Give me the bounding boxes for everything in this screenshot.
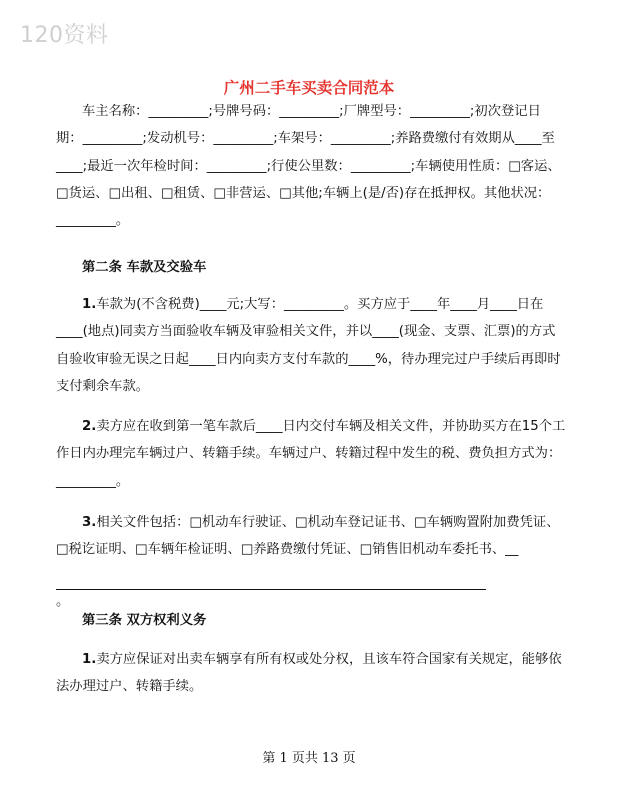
clause-3-1-text: 卖方应保证对出卖车辆享有所有权或处分权，且该车符合国家有关规定，能够依法办理过户、转籍手续。: [56, 652, 562, 695]
page-footer: 第 1 页共 13 页: [262, 751, 356, 766]
clause-2-1: [56, 291, 566, 400]
paragraph-vehicle-info: [56, 98, 566, 234]
clause-3-1: [56, 646, 566, 701]
document-title: 广州二手车买卖合同范本: [223, 79, 395, 97]
blank-underline: [56, 575, 486, 590]
clause-2-3-text: 相关文件包括：□机动车行驶证、□机动车登记证书、□车辆购置附加费凭证、□税讫证明、□车辆年检证明、□养路费缴付凭证、□销售旧机动车委托书、__: [56, 515, 560, 558]
paragraph-vehicle-info-text: 车主名称：_________;号牌号码：_________;厂牌型号：_________;初次登记日期：_________;发动机号：_________;车架号：_________;养路费缴付有效期从____至____;最近一次年检时间：_________;行使公里数：_________;车辆使用性质：□客运、□货运、□出租、□租赁、□非营运、□其他;车辆上(是/否)存在抵押权。其他状况：_________。: [56, 104, 561, 229]
clause-2-2-text: 卖方应在收到第一笔车款后____日内交付车辆及相关文件，并协助买方在15个工作日内办理完车辆过户、转籍手续。车辆过户、转籍过程中发生的税、费负担方式为：_________。: [56, 419, 566, 489]
clause-3-1-number: 1.: [82, 652, 97, 667]
clause-2-3-fill-line: [56, 571, 496, 609]
clause-2-1-number: 1.: [82, 297, 97, 312]
clause-2-2: [56, 413, 566, 495]
clause-2-2-number: 2.: [82, 419, 97, 434]
clause-2-3-end: 。: [56, 594, 70, 609]
clause-2-3-number: 3.: [82, 515, 97, 530]
section-3-heading: 第三条 双方权利义务: [82, 613, 207, 628]
clause-2-3: [56, 509, 566, 564]
watermark: 120资料: [20, 23, 109, 48]
section-2-heading: 第二条 车款及交验车: [82, 260, 207, 275]
clause-2-1-text: 车款为(不含税费)____元;大写：_________。买方应于____年____月____日在____(地点)同卖方当面验收车辆及审验相关文件，并以____(现金、支票、汇票)的方式自验收审验无误之日起____日内向卖方支付车款的____%，待办理完过户手续后再即时支付剩余车款。: [56, 297, 561, 394]
